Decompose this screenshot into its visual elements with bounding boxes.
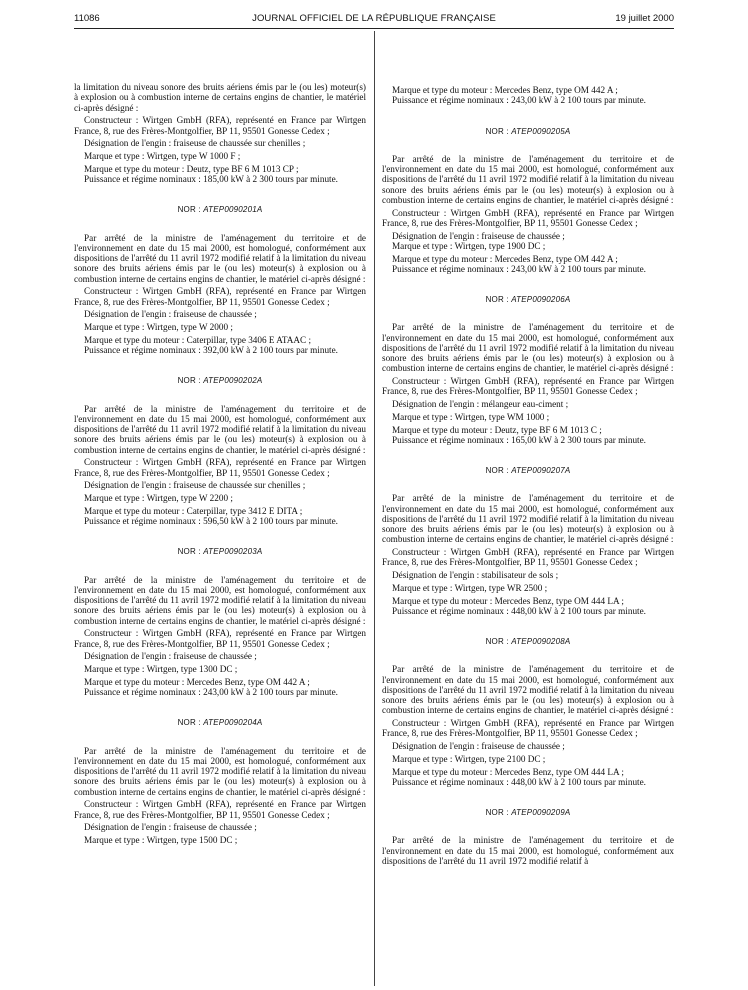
decree-text: Par arrêté de la ministre de l'aménagement du territoire et de l'environnement en date du 15 mai 2000, est homologué, conformément aux dispositions de l'arrêté du 11 avril 1972 modifié relatif à la limitation du niveau sonore des bruits aériens émis par le (ou les) moteur(s) à explosion ou à combustion interne de certains engins de chantier, le matériel ci-après désigné : bbox=[74, 403, 366, 455]
rated-power: Puissance et régime nominaux : 448,00 kW à 2 100 tours par minute. bbox=[392, 776, 646, 787]
make-and-type: Marque et type : Wirtgen, type WM 1000 ; bbox=[392, 411, 550, 422]
nor-reference bbox=[382, 127, 674, 137]
decree-text: Par arrêté de la ministre de l'aménagement du territoire et de l'environnement en date du 15 mai 2000, est homologué, conformément aux dispositions de l'arrêté du 11 avril 1972 modifié relatif à la limitation du niveau sonore des bruits aériens émis par le (ou les) moteur(s) à explosion ou à combustion interne de certains engins de chantier, le matériel ci-après désigné : bbox=[74, 574, 366, 626]
decree-block bbox=[74, 376, 366, 526]
decree-block bbox=[382, 127, 674, 275]
page-header bbox=[74, 13, 674, 29]
nor-reference bbox=[74, 376, 366, 386]
make-and-type: Marque et type : Wirtgen, type W 2200 ; bbox=[84, 493, 233, 503]
page-number: 11086 bbox=[74, 13, 100, 24]
machine-designation: Désignation de l'engin : fraiseuse de chaussée ; bbox=[84, 822, 257, 833]
make-and-type: Marque et type : Wirtgen, type 1500 DC ; bbox=[84, 835, 238, 845]
make-and-type: Marque et type : Wirtgen, type W 1000 F ; bbox=[84, 151, 241, 161]
nor-reference bbox=[74, 718, 366, 728]
nor-code: ATEP0090202A bbox=[203, 376, 263, 386]
machine-designation: Désignation de l'engin : fraiseuse de chaussée ; bbox=[392, 230, 565, 241]
make-and-type: Marque et type : Wirtgen, type 1900 DC ; bbox=[392, 240, 546, 251]
nor-label: NOR : bbox=[177, 376, 204, 386]
manufacturer: Constructeur : Wirtgen GmbH (RFA), représenté en France par Wirtgen France, 8, rue des Frères-Montgolfier, BP 11, 95501 Gonesse Cedex ; bbox=[74, 286, 366, 307]
machine-designation: Désignation de l'engin : fraiseuse de chaussée ; bbox=[84, 651, 257, 662]
engine-make-and-type: Marque et type du moteur : Deutz, type BF 6 M 1013 CP ; bbox=[84, 163, 299, 174]
engine-make-and-type: Marque et type du moteur : Mercedes Benz, type OM 442 A ; bbox=[84, 676, 310, 687]
nor-reference bbox=[74, 205, 366, 215]
machine-designation: Désignation de l'engin : stabilisateur de sols ; bbox=[392, 570, 559, 580]
decree-block bbox=[382, 808, 674, 866]
manufacturer: Constructeur : Wirtgen GmbH (RFA), représenté en France par Wirtgen France, 8, rue des Frères-Montgolfier, BP 11, 95501 Gonesse Cedex ; bbox=[74, 457, 366, 478]
nor-reference bbox=[382, 466, 674, 476]
nor-reference bbox=[382, 295, 674, 305]
nor-code: ATEP0090209A bbox=[511, 808, 571, 817]
decree-block bbox=[74, 718, 366, 845]
manufacturer: Constructeur : Wirtgen GmbH (RFA), représenté en France par Wirtgen France, 8, rue des Frères-Montgolfier, BP 11, 95501 Gonesse Cedex ; bbox=[382, 547, 674, 568]
rated-power: Puissance et régime nominaux : 448,00 kW à 2 100 tours par minute. bbox=[392, 605, 646, 616]
nor-label: NOR : bbox=[177, 205, 204, 215]
nor-code: ATEP0090201A bbox=[203, 205, 263, 215]
engine-make-and-type: Marque et type du moteur : Caterpillar, type 3412 E DITA ; bbox=[84, 505, 303, 516]
machine-designation: Désignation de l'engin : fraiseuse de chaussée ; bbox=[392, 741, 565, 751]
nor-label: NOR : bbox=[177, 547, 204, 557]
nor-label: NOR : bbox=[485, 637, 512, 646]
decree-block bbox=[74, 547, 366, 697]
engine-make-and-type: Marque et type du moteur : Caterpillar, type 3406 E ATAAC ; bbox=[84, 334, 312, 345]
decree-text: Par arrêté de la ministre de l'aménagement du territoire et de l'environnement en date du 15 mai 2000, est homologué, conformément aux dispositions de l'arrêté du 11 avril 1972 modifié relatif à la limitation du niveau sonore des bruits aériens émis par le (ou les) moteur(s) à explosion ou à combustion interne de certains engins de chantier, le matériel ci-après désigné : bbox=[382, 493, 674, 545]
engine-make-and-type: Marque et type du moteur : Mercedes Benz, type OM 444 LA ; bbox=[392, 595, 624, 606]
nor-label: NOR : bbox=[485, 295, 512, 304]
column-divider bbox=[374, 31, 375, 986]
decree-block bbox=[382, 637, 674, 787]
decree-text: la limitation du niveau sonore des bruits aériens émis par le (ou les) moteur(s) à explosion ou à combustion interne de certains engins de chantier, le matériel ci-après désigné : bbox=[74, 82, 366, 113]
nor-code: ATEP0090203A bbox=[203, 547, 263, 557]
manufacturer: Constructeur : Wirtgen GmbH (RFA), représenté en France par Wirtgen France, 8, rue des Frères-Montgolfier, BP 11, 95501 Gonesse Cedex ; bbox=[382, 207, 674, 228]
decree-text: Par arrêté de la ministre de l'aménagement du territoire et de l'environnement en date du 15 mai 2000, est homologué, conformément aux dispositions de l'arrêté du 11 avril 1972 modifié relatif à la limitation du niveau sonore des bruits aériens émis par le (ou les) moteur(s) à explosion ou à combustion interne de certains engins de chantier, le matériel ci-après désigné : bbox=[74, 745, 366, 797]
nor-label: NOR : bbox=[485, 126, 512, 136]
left-column bbox=[74, 82, 366, 845]
rated-power: Puissance et régime nominaux : 596,50 kW à 2 100 tours par minute. bbox=[84, 516, 338, 526]
nor-code: ATEP0090206A bbox=[511, 295, 571, 304]
rated-power: Puissance et régime nominaux : 243,00 kW à 2 100 tours par minute. bbox=[392, 95, 646, 106]
engine-make-and-type: Marque et type du moteur : Deutz, type BF 6 M 1013 C ; bbox=[392, 424, 602, 435]
nor-reference bbox=[74, 547, 366, 557]
rated-power: Puissance et régime nominaux : 392,00 kW à 2 100 tours par minute. bbox=[84, 345, 338, 355]
manufacturer: Constructeur : Wirtgen GmbH (RFA), représenté en France par Wirtgen France, 8, rue des Frères-Montgolfier, BP 11, 95501 Gonesse Cedex ; bbox=[382, 718, 674, 739]
nor-reference bbox=[382, 808, 674, 818]
decree-block bbox=[382, 295, 674, 445]
make-and-type: Marque et type : Wirtgen, type W 2000 ; bbox=[84, 322, 233, 332]
nor-code: ATEP0090207A bbox=[511, 466, 571, 475]
publication-date: 19 juillet 2000 bbox=[615, 13, 674, 24]
rated-power: Puissance et régime nominaux : 185,00 kW à 2 300 tours par minute. bbox=[84, 174, 338, 184]
decree-continued bbox=[74, 82, 366, 184]
make-and-type: Marque et type : Wirtgen, type 2100 DC ; bbox=[392, 753, 546, 764]
engine-make-and-type: Marque et type du moteur : Mercedes Benz, type OM 444 LA ; bbox=[392, 766, 624, 777]
decree-block bbox=[382, 466, 674, 616]
machine-designation: Désignation de l'engin : mélangeur eau-ciment ; bbox=[392, 399, 569, 409]
header-rule bbox=[74, 28, 674, 29]
decree-text: Par arrêté de la ministre de l'aménagement du territoire et de l'environnement en date du 15 mai 2000, est homologué, conformément aux dispositions de l'arrêté du 11 avril 1972 modifié relatif à la limitation du niveau sonore des bruits aériens émis par le (ou les) moteur(s) à explosion ou à combustion interne de certains engins de chantier, le matériel ci-après désigné : bbox=[382, 322, 674, 374]
journal-title: JOURNAL OFFICIEL DE LA RÉPUBLIQUE FRANÇAISE bbox=[252, 13, 496, 24]
manufacturer: Constructeur : Wirtgen GmbH (RFA), représenté en France par Wirtgen France, 8, rue des Frères-Montgolfier, BP 11, 95501 Gonesse Cedex ; bbox=[382, 376, 674, 397]
decree-text: Par arrêté de la ministre de l'aménagement du territoire et de l'environnement en date du 15 mai 2000, est homologué, conformément aux dispositions de l'arrêté du 11 avril 1972 modifié relatif à la limitation du niveau sonore des bruits aériens émis par le (ou les) moteur(s) à explosion ou à combustion interne de certains engins de chantier, le matériel ci-après désigné : bbox=[74, 232, 366, 284]
rated-power: Puissance et régime nominaux : 243,00 kW à 2 100 tours par minute. bbox=[84, 687, 338, 697]
machine-designation: Désignation de l'engin : fraiseuse de chaussée sur chenilles ; bbox=[84, 138, 306, 149]
make-and-type: Marque et type : Wirtgen, type 1300 DC ; bbox=[84, 664, 238, 674]
nor-code: ATEP0090205A bbox=[511, 126, 571, 136]
nor-label: NOR : bbox=[485, 808, 512, 817]
nor-label: NOR : bbox=[177, 718, 204, 728]
decree-text: Par arrêté de la ministre de l'aménagement du territoire et de l'environnement en date du 15 mai 2000, est homologué, conformément aux dispositions de l'arrêté du 11 avril 1972 modifié relatif à bbox=[382, 835, 674, 866]
machine-designation: Désignation de l'engin : fraiseuse de chaussée sur chenilles ; bbox=[84, 480, 306, 491]
nor-code: ATEP0090208A bbox=[511, 637, 571, 646]
manufacturer: Constructeur : Wirtgen GmbH (RFA), représenté en France par Wirtgen France, 8, rue des Frères-Montgolfier, BP 11, 95501 Gonesse Cedex ; bbox=[74, 799, 366, 820]
rated-power: Puissance et régime nominaux : 165,00 kW à 2 300 tours par minute. bbox=[392, 434, 646, 445]
decree-text: Par arrêté de la ministre de l'aménagement du territoire et de l'environnement en date du 15 mai 2000, est homologué, conformément aux dispositions de l'arrêté du 11 avril 1972 modifié relatif à la limitation du niveau sonore des bruits aériens émis par le (ou les) moteur(s) à explosion ou à combustion interne de certains engins de chantier, le matériel ci-après désigné : bbox=[382, 153, 674, 205]
rated-power: Puissance et régime nominaux : 243,00 kW à 2 100 tours par minute. bbox=[392, 263, 646, 274]
nor-reference bbox=[382, 637, 674, 647]
engine-make-and-type: Marque et type du moteur : Mercedes Benz, type OM 442 A ; bbox=[392, 253, 618, 264]
decree-text: Par arrêté de la ministre de l'aménagement du territoire et de l'environnement en date du 15 mai 2000, est homologué, conformément aux dispositions de l'arrêté du 11 avril 1972 modifié relatif à la limitation du niveau sonore des bruits aériens émis par le (ou les) moteur(s) à explosion ou à combustion interne de certains engins de chantier, le matériel ci-après désigné : bbox=[382, 664, 674, 716]
make-and-type: Marque et type : Wirtgen, type WR 2500 ; bbox=[392, 582, 548, 593]
machine-designation: Désignation de l'engin : fraiseuse de chaussée ; bbox=[84, 309, 257, 320]
decree-continued bbox=[382, 85, 674, 106]
nor-code: ATEP0090204A bbox=[203, 718, 263, 728]
decree-block bbox=[74, 205, 366, 355]
engine-make-and-type: Marque et type du moteur : Mercedes Benz, type OM 442 A ; bbox=[392, 85, 618, 95]
manufacturer: Constructeur : Wirtgen GmbH (RFA), représenté en France par Wirtgen France, 8, rue des Frères-Montgolfier, BP 11, 95501 Gonesse Cedex ; bbox=[74, 115, 366, 136]
manufacturer: Constructeur : Wirtgen GmbH (RFA), représenté en France par Wirtgen France, 8, rue des Frères-Montgolfier, BP 11, 95501 Gonesse Cedex ; bbox=[74, 628, 366, 649]
right-column bbox=[382, 85, 674, 866]
nor-label: NOR : bbox=[485, 466, 512, 475]
